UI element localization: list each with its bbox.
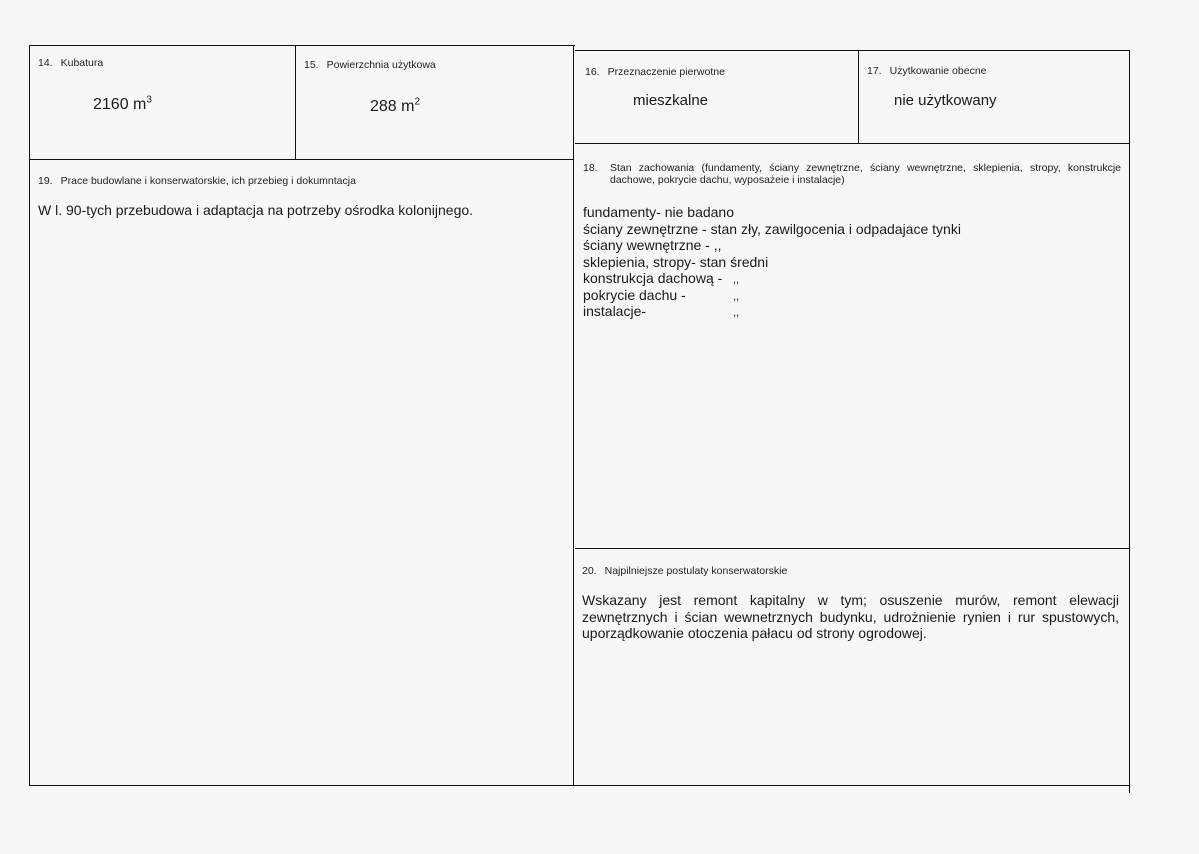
condition-line-sklepienia bbox=[583, 254, 1123, 271]
divider-14-15 bbox=[295, 45, 296, 160]
field-20-value: Wskazany jest remont kapitalny w tym; osuszenie murów, remont elewacji zewnętrznych i ścian wewnetrznych budynku, udrożnienie rynien i rur spustowych, uporządkowanie otoczenia pałacu od strony ogrodowej. bbox=[582, 592, 1119, 641]
field-15-value bbox=[370, 98, 420, 116]
divider-center bbox=[573, 45, 574, 786]
field-19-value: W l. 90-tych przebudowa i adaptacja na potrzeby ośrodka kolonijnego. bbox=[38, 202, 474, 218]
condition-line-text: pokrycie dachu - bbox=[583, 286, 686, 303]
outer-border-left bbox=[29, 45, 30, 785]
ditto-mark: ,, bbox=[733, 274, 740, 286]
field-19-number: 19. bbox=[38, 175, 53, 187]
field-14-value bbox=[93, 96, 152, 114]
field-14-label bbox=[38, 57, 103, 69]
condition-line-text: instalacje- bbox=[583, 303, 647, 319]
field-20-label bbox=[582, 565, 787, 577]
field-19-label bbox=[38, 175, 356, 187]
field-16-label bbox=[585, 66, 725, 78]
field-14-title: Kubatura bbox=[60, 57, 104, 69]
kubatura-value: 2160 m bbox=[93, 96, 147, 113]
condition-line-pokrycie bbox=[583, 287, 1123, 304]
field-16-value: mieszkalne bbox=[633, 92, 709, 109]
field-17-value: nie użytkowany bbox=[894, 92, 997, 109]
divider-16-17 bbox=[858, 50, 859, 144]
field-16-title: Przeznaczenie pierwotne bbox=[607, 66, 725, 78]
divider-18-20 bbox=[575, 548, 1130, 549]
area-unit-exponent: 2 bbox=[414, 96, 421, 108]
condition-line-text: fundamenty- nie badano bbox=[583, 204, 734, 220]
condition-line-konstrukcja bbox=[583, 270, 1123, 287]
field-15-number: 15. bbox=[304, 59, 319, 71]
field-14-number: 14. bbox=[38, 57, 53, 69]
ditto-mark: ,, bbox=[733, 290, 740, 303]
divider-row1-left bbox=[29, 159, 573, 160]
field-17-number: 17. bbox=[867, 65, 882, 77]
condition-line-text: ściany wewnętrzne - ,, bbox=[583, 237, 722, 253]
field-18-number: 18. bbox=[583, 162, 598, 174]
field-15-label bbox=[304, 59, 436, 71]
condition-line-sciany-wewnetrzne bbox=[583, 237, 1123, 254]
field-16-number: 16. bbox=[585, 66, 600, 78]
field-19-title: Prace budowlane i konserwatorskie, ich przebieg i dokumntacja bbox=[60, 175, 356, 187]
area-value: 288 m bbox=[370, 98, 415, 115]
condition-line-text: sklepienia, stropy- stan średni bbox=[583, 253, 769, 270]
condition-line-instalacje bbox=[583, 303, 1123, 320]
field-20-title: Najpilniejsze postulaty konserwatorskie bbox=[604, 565, 788, 577]
outer-border-top-left bbox=[29, 45, 575, 46]
condition-line-fundamenty bbox=[583, 204, 1123, 221]
outer-border-bottom bbox=[29, 785, 1130, 786]
kubatura-unit-exponent: 3 bbox=[146, 94, 152, 106]
field-18-title: Stan zachowania (fundamenty, ściany zewnętrzne, ściany wewnętrzne, sklepienia, stropy, konstrukcje dachowe, pokrycie dachu, wyposażeie i instalacje) bbox=[610, 162, 1121, 186]
field-17-label bbox=[867, 65, 987, 77]
outer-border-right bbox=[1129, 50, 1130, 793]
outer-border-top-right bbox=[575, 50, 1130, 51]
ditto-mark: ,, bbox=[733, 307, 740, 319]
field-17-title: Użytkowanie obecne bbox=[889, 65, 987, 77]
field-15-title: Powierzchnia użytkowa bbox=[326, 59, 436, 71]
field-18-condition-list bbox=[583, 204, 1123, 320]
condition-line-sciany-zewnetrzne bbox=[583, 221, 1123, 238]
field-20-number: 20. bbox=[582, 565, 597, 577]
field-18-label bbox=[583, 162, 1121, 186]
condition-line-text: konstrukcja dachową - bbox=[583, 270, 723, 286]
divider-row1-right bbox=[575, 143, 1130, 144]
condition-line-text: ściany zewnętrzne - stan zły, zawilgocenia i odpadajace tynki bbox=[583, 220, 961, 237]
